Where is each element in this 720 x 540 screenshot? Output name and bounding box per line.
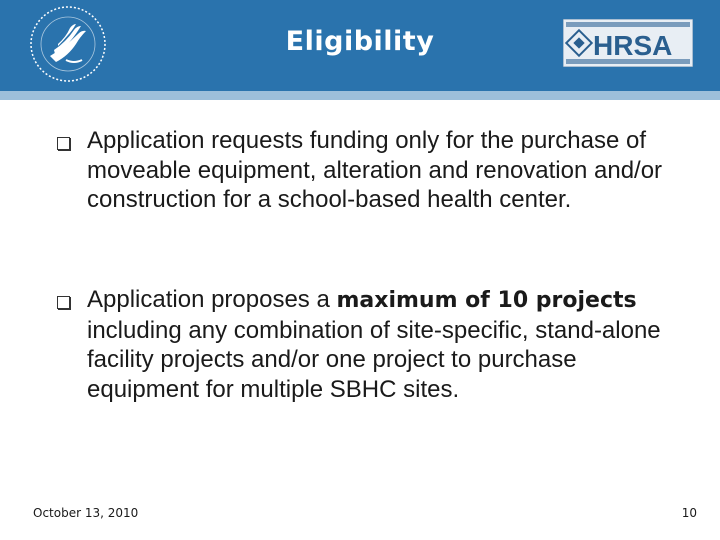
bullet-text-2-before: Application proposes a [87, 286, 337, 313]
checkbox-bullet-icon [57, 296, 70, 309]
footer-date: October 13, 2010 [33, 506, 139, 520]
bullet-item-2 [57, 285, 687, 404]
bullet-text-2 [87, 285, 687, 404]
svg-text:HRSA: HRSA [593, 30, 673, 61]
hrsa-logo [563, 19, 693, 67]
header-stripe [0, 91, 720, 100]
bullet-text-2-after: including any combination of site-specific, stand-alone facility projects and/or one project to purchase equipment for multiple SBHC sites. [87, 316, 661, 403]
bullet-emphasis: maximum of 10 projects [336, 288, 637, 313]
bullet-text-1: Application requests funding only for the purchase of moveable equipment, alteration and renovation and/or construction for a school-based health center. [87, 127, 663, 213]
page-number: 10 [681, 506, 697, 520]
bullet-item-1 [57, 126, 687, 215]
checkbox-bullet-icon [57, 137, 70, 150]
slide-title: Eligibility [285, 26, 435, 57]
